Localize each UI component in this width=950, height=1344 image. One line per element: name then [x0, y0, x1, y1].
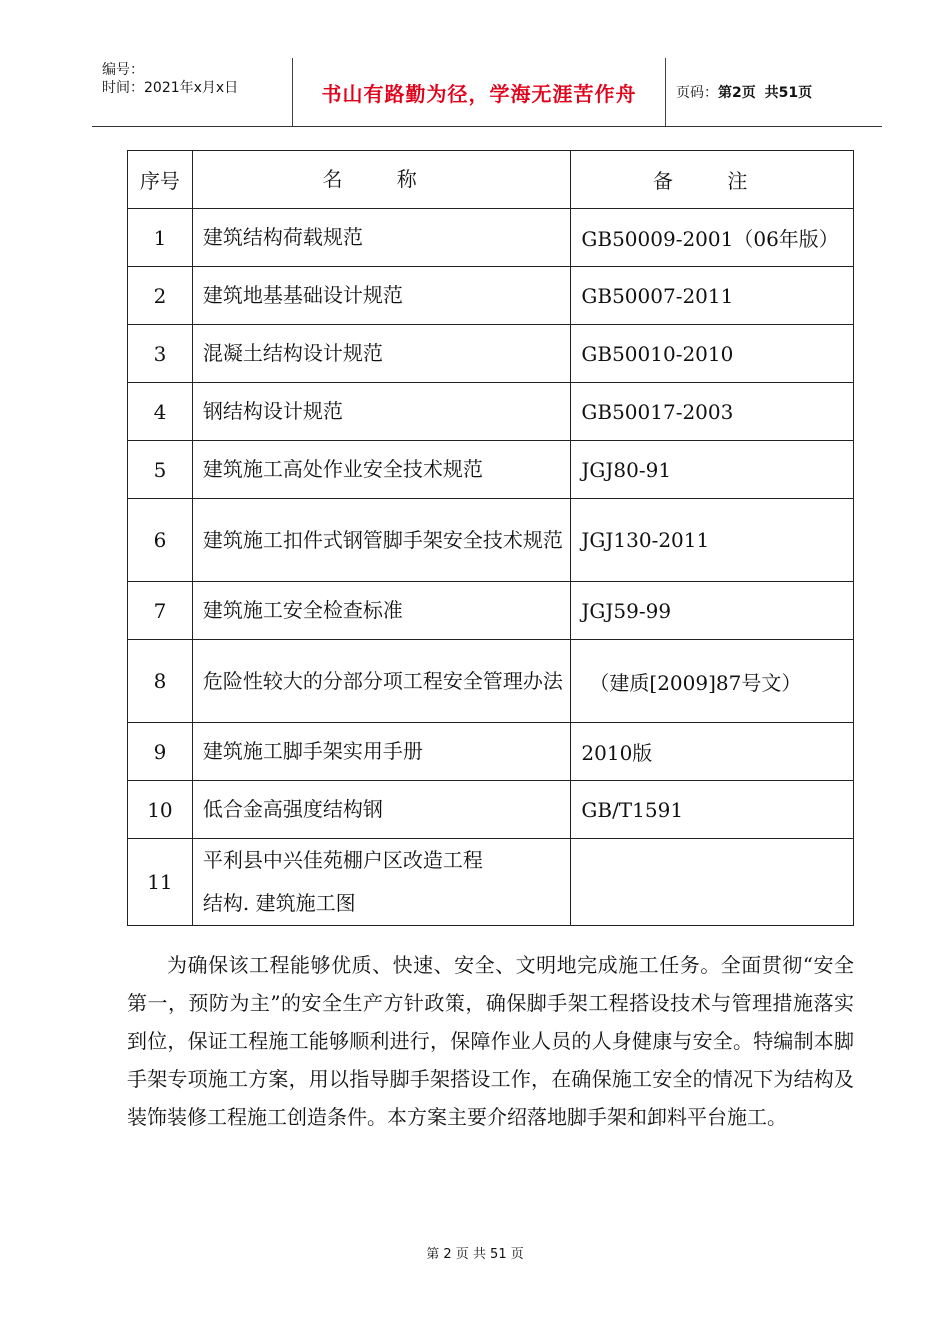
table-row: [128, 582, 854, 640]
row-number: 9: [128, 723, 193, 781]
column-header-number: 序号: [128, 151, 193, 209]
row-note: （建质[2009]87号文）: [571, 640, 854, 723]
table-row: [128, 839, 854, 926]
document-time-label: 时间：2021年x月x日: [102, 80, 239, 96]
table-row: [128, 325, 854, 383]
row-name: 钢结构设计规范: [192, 383, 571, 441]
header-divider: [665, 58, 666, 126]
column-header-note: 备 注: [571, 151, 854, 209]
row-number: 7: [128, 582, 193, 640]
row-number: 6: [128, 499, 193, 582]
table-row: [128, 723, 854, 781]
row-name-line: 结构. 建筑施工图: [202, 891, 356, 915]
row-name: 建筑施工扣件式钢管脚手架安全技术规范: [192, 499, 571, 582]
page-footer: 第 2 页 共 51 页: [426, 1247, 524, 1262]
row-number: 1: [128, 209, 193, 267]
page-prefix: 页码：: [676, 85, 718, 101]
row-number: 3: [128, 325, 193, 383]
row-number: 4: [128, 383, 193, 441]
row-number: 2: [128, 267, 193, 325]
header-meta: [92, 58, 292, 126]
row-note: 2010版: [571, 723, 854, 781]
table-row: [128, 441, 854, 499]
table-header-row: [128, 151, 854, 209]
header-page-indicator: [676, 82, 812, 102]
table-row: [128, 267, 854, 325]
standards-table: [127, 150, 854, 926]
row-name: 低合金高强度结构钢: [192, 781, 571, 839]
page-current: 第2页: [718, 85, 756, 101]
column-header-name: 名 称: [192, 151, 571, 209]
row-name: 危险性较大的分部分项工程安全管理办法: [192, 640, 571, 723]
header-motto: 书山有路勤为径，学海无涯苦作舟: [321, 81, 637, 106]
row-name: 建筑地基基础设计规范: [192, 267, 571, 325]
row-note: GB50007-2011: [571, 267, 854, 325]
table-row: [128, 499, 854, 582]
row-number: 10: [128, 781, 193, 839]
row-name: 混凝土结构设计规范: [192, 325, 571, 383]
row-number: 8: [128, 640, 193, 723]
row-number: 5: [128, 441, 193, 499]
row-note: GB/T1591: [571, 781, 854, 839]
table-row: [128, 781, 854, 839]
row-note: [571, 839, 854, 926]
document-number-label: 编号：: [102, 62, 144, 78]
row-name: 建筑施工高处作业安全技术规范: [192, 441, 571, 499]
row-note: JGJ59-99: [571, 582, 854, 640]
row-note: GB50009-2001（06年版）: [571, 209, 854, 267]
row-name: 建筑施工安全检查标准: [192, 582, 571, 640]
row-note: GB50017-2003: [571, 383, 854, 441]
table-row: [128, 209, 854, 267]
table-row: [128, 383, 854, 441]
row-name: 建筑施工脚手架实用手册: [192, 723, 571, 781]
page-total: 共51页: [764, 85, 813, 101]
row-note: GB50010-2010: [571, 325, 854, 383]
page-header: [92, 58, 882, 127]
body-paragraph: 为确保该工程能够优质、快速、安全、文明地完成施工任务。全面贯彻“安全第一，预防为主”的安全生产方针政策，确保脚手架工程搭设技术与管理措施落实到位，保证工程施工能够顺利进行，保障作业人员的人身健康与安全。特编制本脚手架专项施工方案，用以指导脚手架搭设工作，在确保施工安全的情况下为结构及装饰装修工程施工创造条件。本方案主要介绍落地脚手架和卸料平台施工。: [127, 953, 854, 1129]
row-name: [192, 839, 571, 926]
row-name: 建筑结构荷载规范: [192, 209, 571, 267]
table-row: [128, 640, 854, 723]
row-number: 11: [128, 839, 193, 926]
row-note: JGJ130-2011: [571, 499, 854, 582]
row-name-line: 平利县中兴佳苑棚户区改造工程: [202, 848, 483, 872]
row-note: JGJ80-91: [571, 441, 854, 499]
